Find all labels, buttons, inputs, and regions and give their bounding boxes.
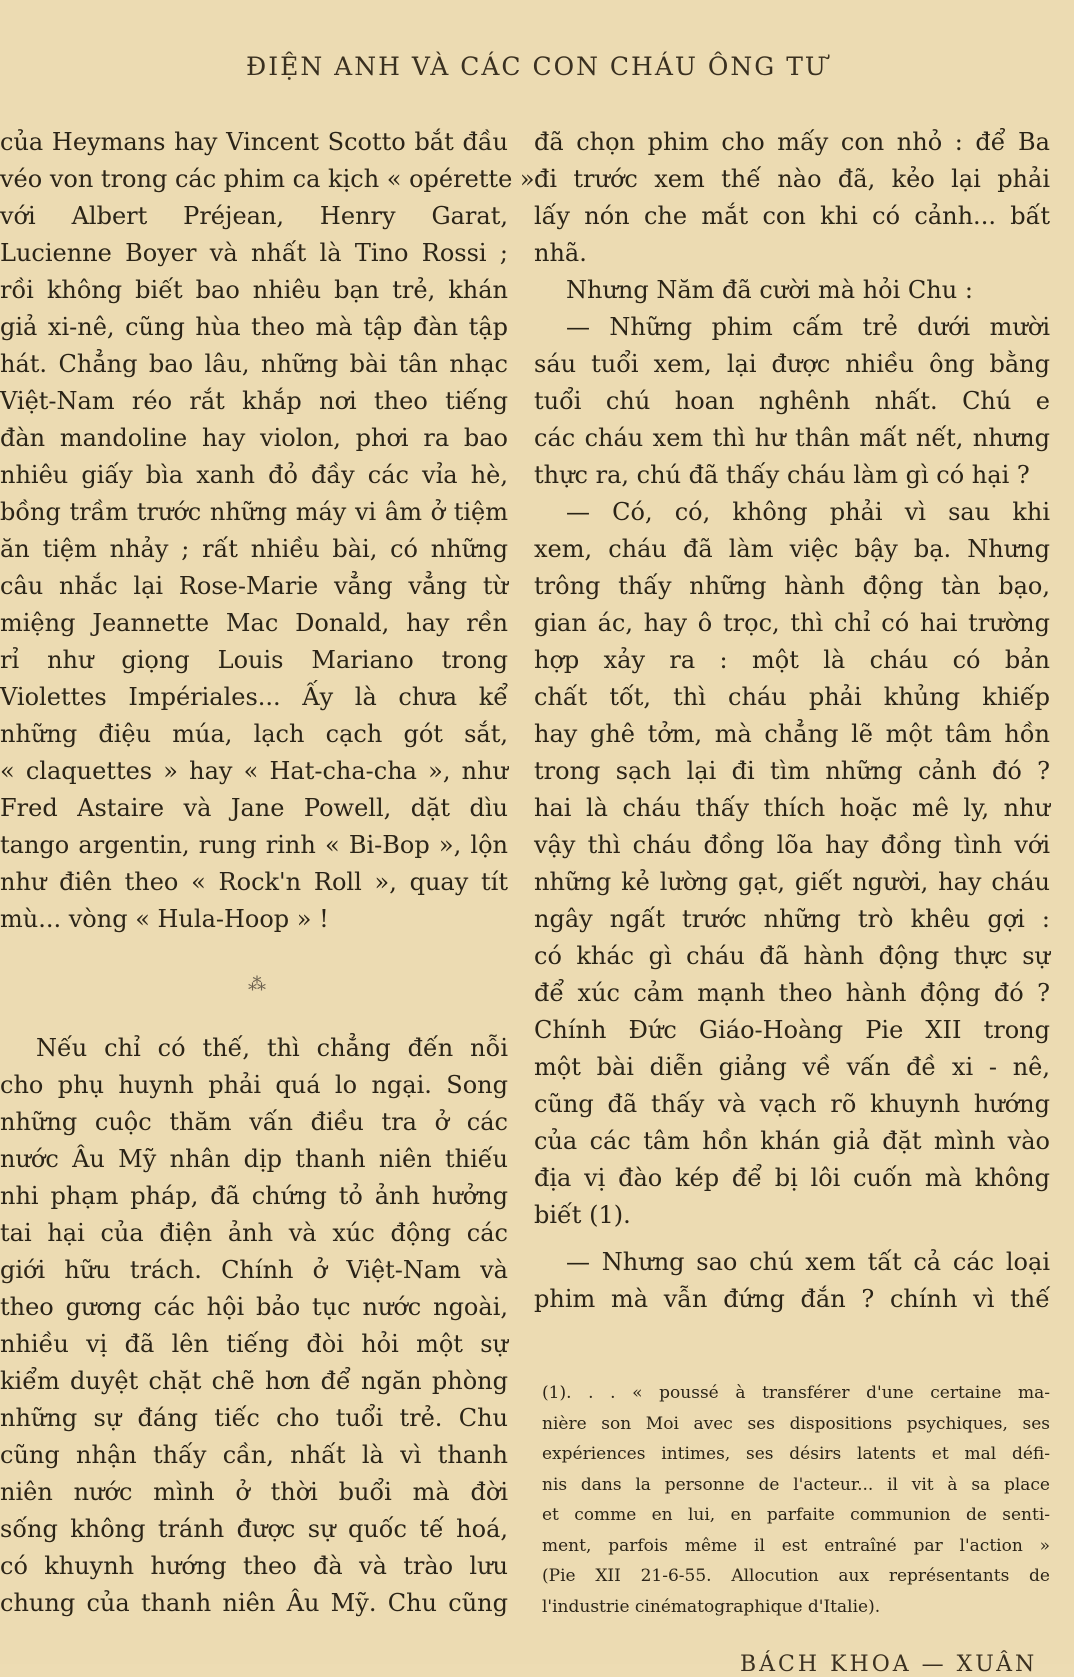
text-line: Fred Astaire và Jane Powell, dặt dìu <box>0 794 508 822</box>
text-line: sống không tránh được sự quốc tế hoá, <box>0 1515 508 1543</box>
text-line: — Có, có, không phải vì sau khi <box>566 498 1050 526</box>
left-paragraph-1 <box>0 124 535 938</box>
text-line: trong sạch lại đi tìm những cảnh đó ? <box>534 757 1050 785</box>
text-line: phim mà vẫn đứng đắn ? chính vì thế <box>534 1285 1050 1313</box>
text-line: rồi không biết bao nhiêu bạn trẻ, khán <box>0 276 508 304</box>
text-line: chung của thanh niên Âu Mỹ. Chu cũng <box>0 1589 508 1617</box>
footnote-line: nière son Moi avec ses dispositions psychiques, ses <box>542 1413 1050 1434</box>
text-line: của Heymans hay Vincent Scotto bắt đầu <box>0 128 508 156</box>
cut-off-footer-text: BÁCH KHOA — XUÂN <box>740 1652 1038 1677</box>
text-line: trông thấy những hành động tàn bạo, <box>534 572 1050 600</box>
right-paragraph-2 <box>534 272 1050 494</box>
text-line: tuổi chú hoan nghênh nhất. Chú e <box>534 387 1050 415</box>
text-line: các cháu xem thì hư thân mất nết, nhưng <box>534 424 1050 452</box>
footnote-line: ment, parfois même il est entraîné par l'action » <box>542 1535 1050 1556</box>
text-line: một bài diễn giảng về vấn đề xi - nê, <box>534 1053 1050 1081</box>
text-line: những cuộc thăm vấn điều tra ở các <box>0 1108 508 1136</box>
text-line: câu nhắc lại Rose-Marie vẳng vẳng từ <box>0 572 508 600</box>
text-line: lấy nón che mắt con khi có cảnh... bất <box>534 202 1050 230</box>
text-line: Lucienne Boyer và nhất là Tino Rossi ; <box>0 239 508 267</box>
text-line: — Nhưng sao chú xem tất cả các loại <box>566 1248 1050 1276</box>
text-line: rỉ như giọng Louis Mariano trong <box>0 646 508 674</box>
text-line: những kẻ lường gạt, giết người, hay cháu <box>534 868 1050 896</box>
right-paragraph-4 <box>534 1244 1050 1318</box>
text-line: đi trước xem thế nào đã, kẻo lại phải <box>534 165 1050 193</box>
text-line: Violettes Impériales... Ấy là chưa kể <box>0 683 508 711</box>
text-line: chất tốt, thì cháu phải khủng khiếp <box>534 683 1050 711</box>
text-line: những sự đáng tiếc cho tuổi trẻ. Chu <box>0 1404 508 1432</box>
text-line: nhi phạm pháp, đã chứng tỏ ảnh hưởng <box>0 1182 508 1210</box>
text-line: giới hữu trách. Chính ở Việt-Nam và <box>0 1256 508 1284</box>
text-line: nhiều vị đã lên tiếng đòi hỏi một sự <box>0 1330 508 1358</box>
text-line: hợp xảy ra : một là cháu có bản <box>534 646 1050 674</box>
text-line: cũng đã thấy và vạch rõ khuynh hướng <box>534 1090 1050 1118</box>
running-header: ĐIỆN ANH VÀ CÁC CON CHÁU ÔNG TƯ <box>246 52 828 81</box>
text-line: có khuynh hướng theo đà và trào lưu <box>0 1552 508 1580</box>
footnote-line: (Pie XII 21-6-55. Allocution aux représentants de <box>542 1566 1050 1586</box>
footnote-line: nis dans la personne de l'acteur... il vit à sa place <box>542 1474 1050 1495</box>
text-line: hai là cháu thấy thích hoặc mê ly, như <box>534 794 1050 822</box>
text-line: hát. Chẳng bao lâu, những bài tân nhạc <box>0 350 508 378</box>
text-line: nhã. <box>534 239 587 267</box>
right-paragraph-3 <box>534 494 1050 1234</box>
text-line: đàn mandoline hay violon, phơi ra bao <box>0 424 508 452</box>
footnote-line: expériences intimes, ses désirs latents et mal défi- <box>542 1444 1050 1464</box>
text-line: gian ác, hay ô trọc, thì chỉ có hai trường <box>534 609 1050 637</box>
text-line: nước Âu Mỹ nhân dịp thanh niên thiếu <box>0 1145 508 1173</box>
text-line: bồng trầm trước những máy vi âm ở tiệm <box>0 498 508 526</box>
text-line: như điên theo « Rock'n Roll », quay tít <box>0 868 508 896</box>
text-line: nhiêu giấy bìa xanh đỏ đầy các vỉa hè, <box>0 461 508 489</box>
text-line: mù... vòng « Hula-Hoop » ! <box>0 905 329 933</box>
text-line: vậy thì cháu đồng lõa hay đồng tình với <box>534 831 1050 859</box>
text-line: ngây ngất trước những trò khêu gợi : <box>534 905 1050 933</box>
text-line: đã chọn phim cho mấy con nhỏ : để Ba <box>534 128 1050 156</box>
text-line: tai hại của điện ảnh và xúc động các <box>0 1219 508 1247</box>
text-line: Nhưng Năm đã cười mà hỏi Chu : <box>566 276 973 304</box>
text-line: xem, cháu đã làm việc bậy bạ. Nhưng <box>534 535 1050 563</box>
text-line: niên nước mình ở thời buổi mà đời <box>0 1478 508 1506</box>
text-line: giả xi-nê, cũng hùa theo mà tập đàn tập <box>0 313 508 341</box>
text-line: cho phụ huynh phải quá lo ngại. Song <box>0 1071 508 1099</box>
text-line: những điệu múa, lạch cạch gót sắt, <box>0 720 508 748</box>
text-line: — Những phim cấm trẻ dưới mười <box>566 313 1050 341</box>
text-line: véo von trong các phim ca kịch « opérette » <box>0 165 535 193</box>
text-line: Việt-Nam réo rắt khắp nơi theo tiếng <box>0 387 508 415</box>
footnote-line: (1). . . « poussé à transférer d'une certaine ma- <box>542 1383 1050 1403</box>
text-line: sáu tuổi xem, lại được nhiều ông bằng <box>534 350 1050 378</box>
text-line: của các tâm hồn khán giả đặt mình vào <box>534 1127 1050 1155</box>
text-line: tango argentin, rung rinh « Bi-Bop », lộn <box>0 831 508 859</box>
text-line: để xúc cảm mạnh theo hành động đó ? <box>534 979 1050 1007</box>
text-line: Nếu chỉ có thế, thì chẳng đến nỗi <box>36 1034 508 1062</box>
text-line: cũng nhận thấy cần, nhất là vì thanh <box>0 1441 508 1469</box>
left-paragraph-2 <box>0 1030 508 1622</box>
footnote <box>542 1378 1050 1622</box>
footnote-line: et comme en lui, en parfaite communion de senti- <box>542 1505 1050 1525</box>
section-divider-ornament: ⁂ <box>248 974 266 995</box>
text-line: thực ra, chú đã thấy cháu làm gì có hại ? <box>534 461 1030 489</box>
text-line: biết (1). <box>534 1201 631 1229</box>
text-line: miệng Jeannette Mac Donald, hay rền <box>0 609 508 637</box>
text-line: ăn tiệm nhảy ; rất nhiều bài, có những <box>0 535 508 563</box>
text-line: kiểm duyệt chặt chẽ hơn để ngăn phòng <box>0 1367 508 1395</box>
text-line: có khác gì cháu đã hành động thực sự <box>534 942 1050 970</box>
text-line: theo gương các hội bảo tục nước ngoài, <box>0 1293 508 1321</box>
right-column <box>534 124 1050 1318</box>
text-line: hay ghê tởm, mà chẳng lẽ một tâm hồn <box>534 720 1050 748</box>
right-paragraph-1 <box>534 124 1050 272</box>
text-line: địa vị đào kép để bị lôi cuốn mà không <box>534 1164 1050 1192</box>
text-line: với Albert Préjean, Henry Garat, <box>0 202 508 230</box>
text-line: Chính Đức Giáo-Hoàng Pie XII trong <box>534 1016 1050 1044</box>
left-column <box>0 124 535 938</box>
text-line: « claquettes » hay « Hat-cha-cha », như <box>0 757 508 785</box>
footnote-line: l'industrie cinématographique d'Italie). <box>542 1596 881 1617</box>
